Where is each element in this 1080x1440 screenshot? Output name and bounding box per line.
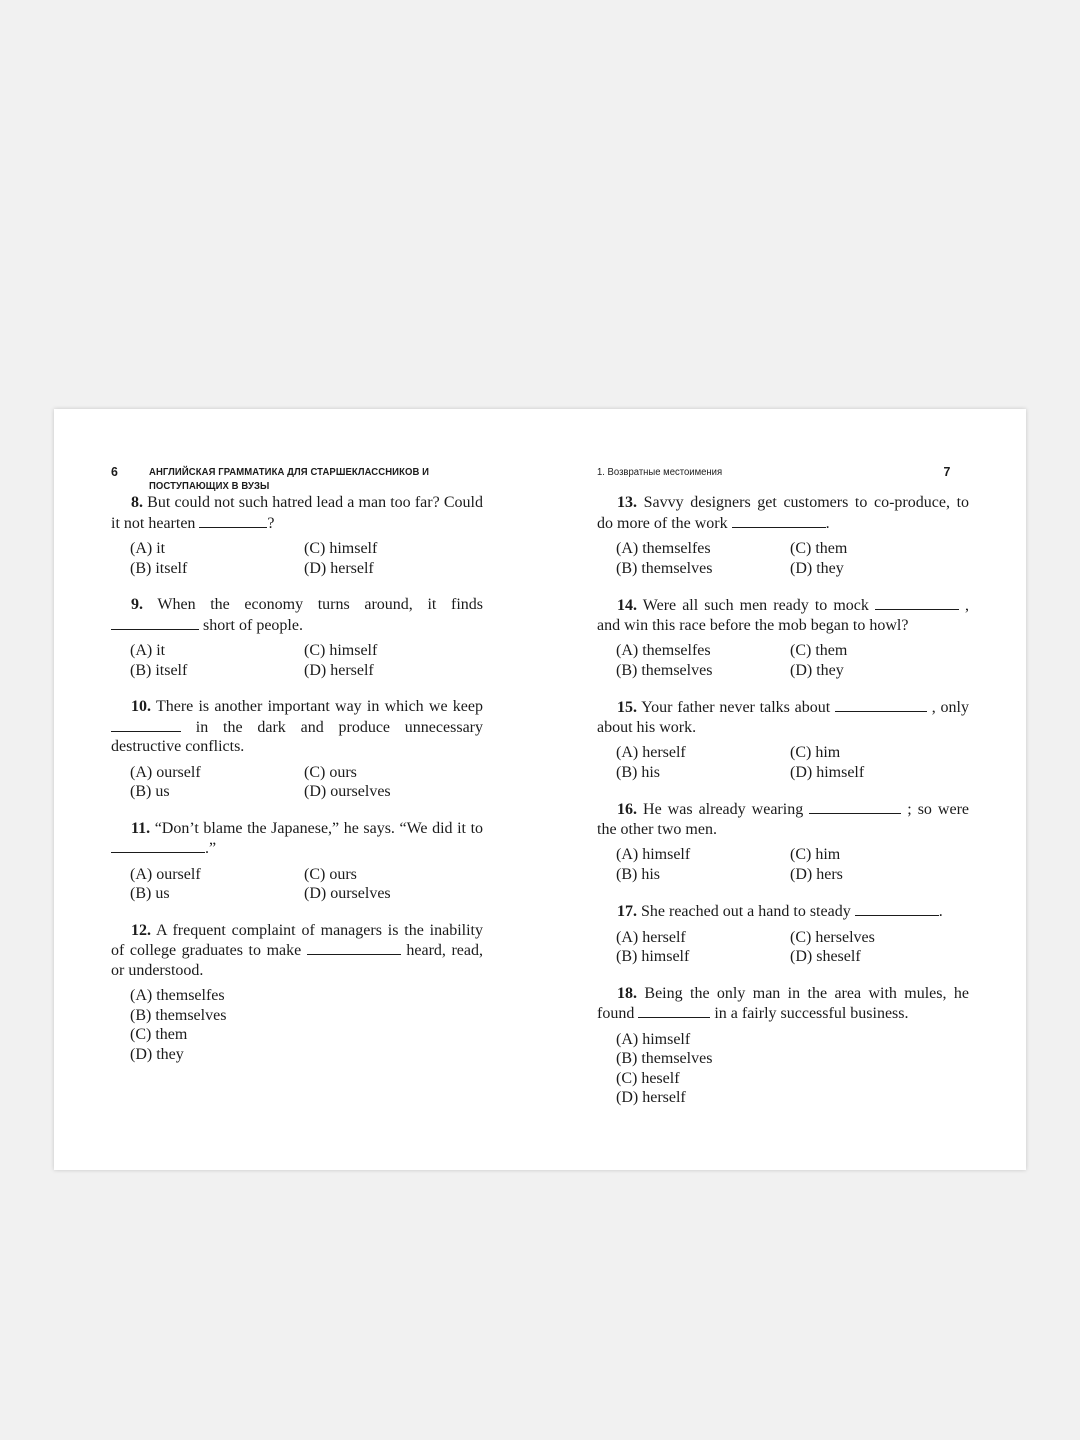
question-text: But could not such hatred lead a man too far? Could it not hearten — [111, 494, 483, 532]
question-text: He was already wearing — [643, 801, 804, 818]
question-stem — [597, 984, 969, 1024]
answer-option: (B) his — [616, 865, 660, 883]
answer-option: (A) it — [130, 642, 166, 659]
question-text-end: in the dark and produce unnecessary destructive conflicts. — [111, 718, 483, 755]
question-stem — [111, 697, 483, 757]
question-text: “Don’t blame the Japanese,” he says. “We did it to — [154, 819, 484, 837]
question-number: 14. — [617, 597, 637, 614]
question-text-end: , only about his work. — [597, 699, 969, 736]
question-number: 8. — [131, 494, 143, 511]
answer-option: (D) ourselves — [304, 885, 391, 902]
question-17 — [597, 901, 969, 967]
question-text: A frequent complaint of managers is the inability of college graduates to make — [111, 921, 484, 959]
question-text-end: . — [938, 903, 943, 920]
question-stem — [597, 799, 969, 839]
answer-options — [616, 845, 969, 884]
page-number: 6 — [111, 464, 118, 479]
question-text: She reached out a hand to steady — [641, 903, 851, 920]
question-8 — [111, 493, 483, 578]
answer-option: (C) himself — [304, 642, 378, 659]
answer-blank — [111, 838, 205, 853]
question-number: 13. — [617, 494, 637, 511]
question-stem — [111, 493, 483, 533]
question-number: 9. — [131, 596, 143, 613]
question-text-end: short of people. — [203, 616, 303, 634]
answer-option: (D) they — [130, 1045, 184, 1063]
question-text: When the economy turns around, it finds — [157, 596, 484, 613]
answer-blank — [111, 615, 199, 630]
answer-option: (B) themselves — [616, 559, 713, 577]
answer-options — [130, 986, 483, 1064]
answer-option: (C) them — [130, 1026, 188, 1043]
question-number: 16. — [617, 801, 637, 818]
question-stem — [597, 493, 969, 533]
answer-options — [616, 641, 969, 680]
answer-option: (A) himself — [616, 846, 691, 863]
answer-option: (B) themselves — [616, 1050, 713, 1067]
question-9 — [111, 595, 483, 680]
answer-option: (C) herselves — [790, 928, 875, 946]
question-text: Your father never talks about — [641, 699, 831, 716]
answer-option: (C) ours — [304, 763, 357, 781]
page-number: 7 — [943, 464, 951, 479]
answer-blank — [307, 940, 401, 955]
left-page — [111, 409, 483, 1170]
answer-options — [130, 865, 483, 904]
running-title: АНГЛИЙСКАЯ ГРАММАТИКА ДЛЯ СТАРШЕКЛАССНИКОВ И ПОСТУПАЮЩИХ В ВУЗЫ — [149, 467, 430, 492]
answer-option: (A) themselfes — [616, 540, 711, 557]
question-16 — [597, 799, 969, 884]
answer-option: (B) us — [130, 885, 170, 902]
answer-option: (A) herself — [616, 744, 686, 761]
question-stem — [111, 819, 483, 859]
question-number: 15. — [617, 699, 637, 716]
question-text-end: in a fairly successful business. — [714, 1005, 909, 1022]
answer-option: (B) themselves — [130, 1006, 227, 1024]
answer-blank — [855, 901, 939, 916]
question-number: 17. — [617, 903, 637, 920]
answer-blank — [111, 717, 181, 732]
answer-option: (B) us — [130, 783, 170, 800]
answer-blank — [638, 1003, 710, 1018]
answer-option: (C) them — [790, 642, 848, 659]
answer-option: (D) they — [790, 559, 844, 577]
question-text: Were all such men ready to mock — [642, 597, 869, 614]
answer-options — [130, 641, 483, 680]
question-number: 11. — [131, 819, 151, 837]
running-head-left — [111, 464, 464, 492]
answer-options — [130, 539, 483, 578]
answer-option: (B) his — [616, 763, 660, 781]
question-text: There is another important way in which we keep — [155, 698, 483, 715]
answer-option: (A) himself — [616, 1030, 691, 1048]
answer-option: (C) himself — [304, 540, 378, 557]
question-number: 18. — [617, 984, 637, 1002]
answer-option: (A) ourself — [130, 763, 201, 781]
question-text: Savvy designers get customers to co-produce, to do more of the work — [597, 494, 970, 532]
answer-option: (A) ourself — [130, 865, 201, 883]
answer-option: (B) himself — [616, 948, 690, 965]
question-number: 10. — [131, 698, 151, 715]
left-questions — [111, 493, 483, 1081]
answer-option: (D) himself — [790, 763, 865, 781]
answer-blank — [875, 595, 959, 610]
question-text-end: ? — [267, 514, 275, 532]
question-11 — [111, 819, 483, 904]
answer-option: (D) herself — [304, 559, 374, 577]
question-text-end: .” — [205, 840, 217, 857]
question-14 — [597, 595, 969, 680]
answer-option: (D) sheself — [790, 948, 861, 965]
question-stem — [111, 595, 483, 635]
answer-option: (D) they — [790, 661, 844, 679]
question-text-end: , and win this race before the mob began to howl? — [597, 597, 970, 634]
answer-option: (C) them — [790, 540, 848, 557]
answer-blank — [199, 513, 267, 528]
question-text-end: heard, read, or understood. — [111, 942, 484, 979]
question-15 — [597, 697, 969, 782]
question-stem — [597, 901, 969, 922]
answer-options — [130, 763, 483, 802]
question-13 — [597, 493, 969, 578]
answer-option: (D) herself — [304, 661, 374, 679]
answer-option: (C) heself — [616, 1069, 680, 1087]
answer-option: (B) themselves — [616, 661, 713, 679]
question-stem — [111, 921, 483, 981]
answer-options — [616, 1030, 969, 1108]
answer-options — [616, 539, 969, 578]
answer-option: (A) themselfes — [616, 642, 711, 659]
question-text-end: . — [825, 514, 830, 532]
answer-option: (C) ours — [304, 865, 357, 883]
answer-blank — [835, 697, 927, 712]
question-stem — [597, 595, 969, 635]
book-spread — [54, 409, 1026, 1170]
answer-option: (A) herself — [616, 928, 686, 946]
answer-options — [616, 743, 969, 782]
answer-option: (D) hers — [790, 865, 843, 883]
question-text: Being the only man in the area with mules, he found — [597, 984, 969, 1022]
answer-option: (A) themselfes — [130, 987, 225, 1004]
right-questions — [597, 493, 969, 1125]
question-12 — [111, 921, 483, 1065]
answer-option: (B) itself — [130, 661, 188, 679]
answer-option: (B) itself — [130, 559, 188, 577]
answer-blank — [809, 799, 901, 814]
answer-option: (C) him — [790, 744, 841, 761]
question-text-end: ; so were the other two men. — [597, 801, 970, 838]
question-stem — [597, 697, 969, 737]
question-number: 12. — [131, 921, 151, 939]
answer-option: (D) ourselves — [304, 783, 391, 800]
right-page — [597, 409, 969, 1170]
question-10 — [111, 697, 483, 802]
answer-option: (A) it — [130, 540, 166, 557]
answer-option: (D) herself — [616, 1089, 686, 1106]
running-title: 1. Возвратные местоимения — [597, 467, 723, 478]
question-18 — [597, 984, 969, 1108]
answer-option: (C) him — [790, 846, 841, 863]
answer-blank — [732, 513, 826, 528]
answer-options — [616, 928, 969, 967]
